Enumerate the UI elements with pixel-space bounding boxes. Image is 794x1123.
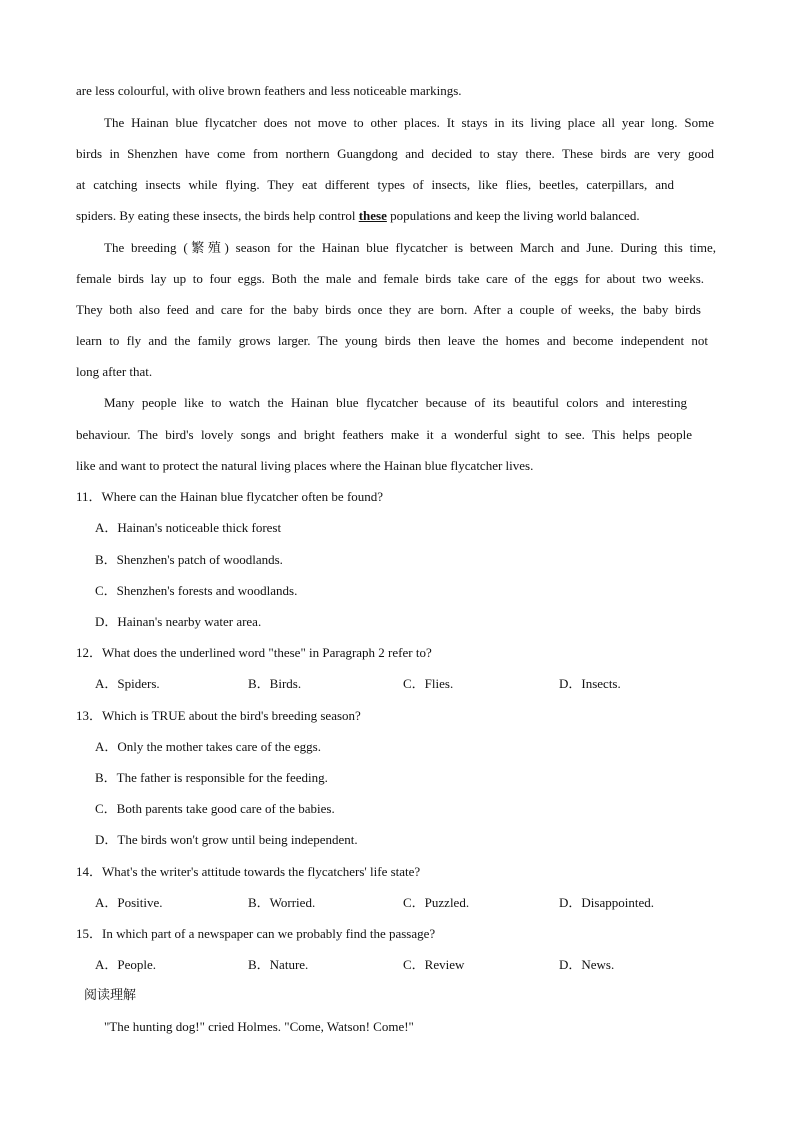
passage-line: The Hainan blue flycatcher does not move to other places. It stays in its living place all year long. Some <box>104 115 714 130</box>
option-b[interactable]: B．Nature. <box>248 957 309 972</box>
option-d[interactable]: D．The birds won't grow until being independent. <box>95 832 358 847</box>
option-c[interactable]: C．Review <box>403 957 465 972</box>
passage-line: female birds lay up to four eggs. Both the male and female birds take care of the eggs for about two weeks. <box>76 271 704 286</box>
question-stem: 15．In which part of a newspaper can we probably find the passage? <box>76 926 436 941</box>
question-stem: 13．Which is TRUE about the bird's breeding season? <box>76 708 361 723</box>
option-c[interactable]: C．Both parents take good care of the babies. <box>95 801 335 816</box>
option-d[interactable]: D．Insects. <box>559 676 621 691</box>
option-a[interactable]: A．Positive. <box>95 895 163 910</box>
option-a[interactable]: A．Hainan's noticeable thick forest <box>95 520 282 535</box>
section-title: 阅读理解 <box>84 988 137 1003</box>
option-b[interactable]: B．Shenzhen's patch of woodlands. <box>95 552 283 567</box>
passage-text: populations and keep the living world balanced. <box>386 208 640 223</box>
question-stem: 11．Where can the Hainan blue flycatcher often be found? <box>76 489 384 504</box>
passage-line <box>76 207 716 225</box>
passage-line: They both also feed and care for the baby birds once they are born. After a couple of weeks, the baby birds <box>76 302 701 317</box>
passage-line: birds in Shenzhen have come from northern Guangdong and decided to stay there. These birds are very good <box>76 146 714 161</box>
question-stem: 12．What does the underlined word "these" in Paragraph 2 refer to? <box>76 645 432 660</box>
passage-text: spiders. By eating these insects, the birds help control <box>76 208 359 223</box>
underlined-word: these <box>358 208 387 223</box>
option-a[interactable]: A．Only the mother takes care of the eggs. <box>95 739 321 754</box>
option-d[interactable]: D．News. <box>559 957 615 972</box>
option-b[interactable]: B．Birds. <box>248 676 302 691</box>
passage-line: behaviour. The bird's lovely songs and bright feathers make it a wonderful sight to see. This helps people <box>76 427 692 442</box>
option-d[interactable]: D．Hainan's nearby water area. <box>95 614 262 629</box>
option-b[interactable]: B．Worried. <box>248 895 316 910</box>
passage-line: Many people like to watch the Hainan blue flycatcher because of its beautiful colors and interesting <box>104 395 687 410</box>
option-a[interactable]: A．People. <box>95 957 157 972</box>
passage-line: at catching insects while flying. They eat different types of insects, like flies, beetles, caterpillars, and <box>76 177 674 192</box>
passage-line: learn to fly and the family grows larger. The young birds then leave the homes and become independent not <box>76 333 708 348</box>
option-b[interactable]: B．The father is responsible for the feeding. <box>95 770 328 785</box>
passage-line: "The hunting dog!" cried Holmes. "Come, Watson! Come!" <box>104 1019 414 1034</box>
option-a[interactable]: A．Spiders. <box>95 676 160 691</box>
passage-line: The breeding (繁殖) season for the Hainan blue flycatcher is between March and June. During this time, <box>104 240 716 255</box>
passage-line: like and want to protect the natural living places where the Hainan blue flycatcher lives. <box>76 458 534 473</box>
option-d[interactable]: D．Disappointed. <box>559 895 654 910</box>
option-c[interactable]: C．Puzzled. <box>403 895 470 910</box>
option-c[interactable]: C．Shenzhen's forests and woodlands. <box>95 583 298 598</box>
passage-line: are less colourful, with olive brown feathers and less noticeable markings. <box>76 83 462 98</box>
question-stem: 14．What's the writer's attitude towards the flycatchers' life state? <box>76 864 421 879</box>
option-c[interactable]: C．Flies. <box>403 676 454 691</box>
passage-line: long after that. <box>76 364 153 379</box>
